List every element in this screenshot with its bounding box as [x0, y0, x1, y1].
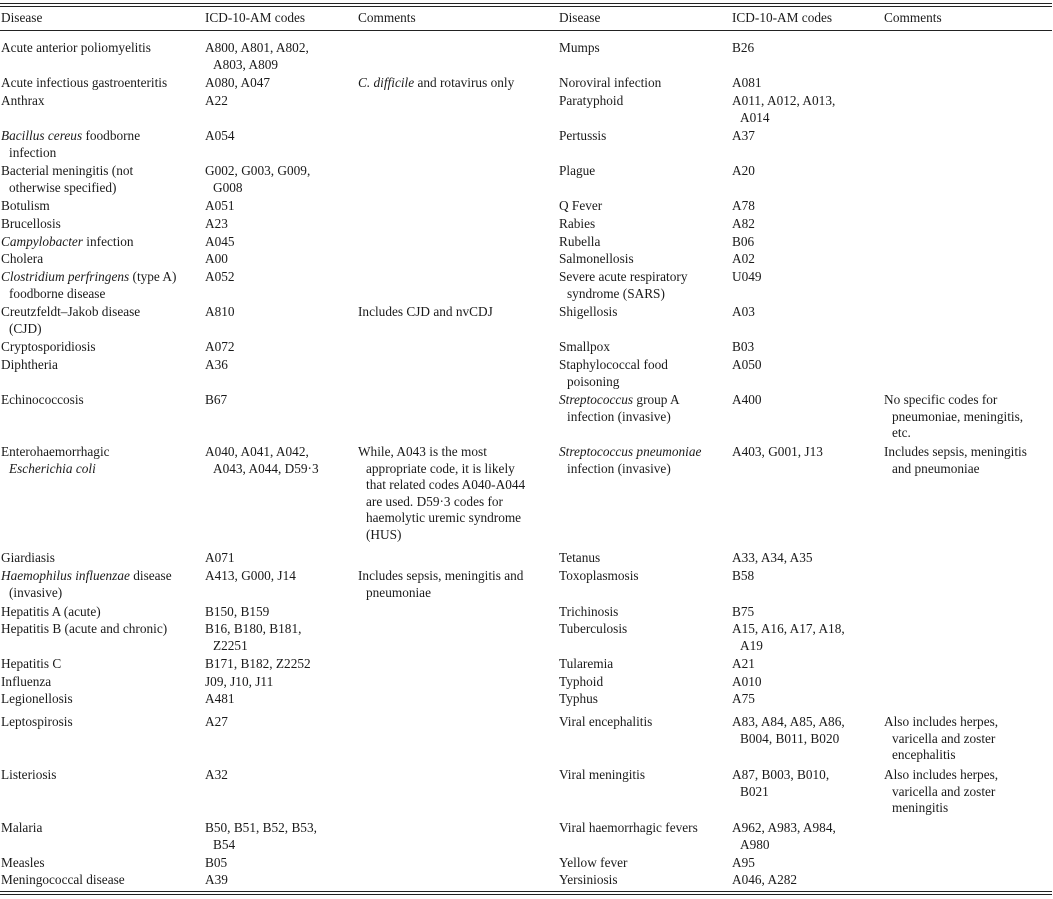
disease-cell-left: Campylobacter infection: [1, 234, 134, 249]
codes-cell-right: A33, A34, A35: [732, 550, 813, 565]
codes-cell-right: A400: [732, 392, 762, 407]
codes-cell-left: A040, A041, A042, A043, A044, D59·3: [205, 444, 319, 476]
comment-cell-right: No specific codes for pneumoniae, meningitis, etc.: [884, 392, 1024, 440]
disease-cell-right: Shigellosis: [559, 304, 618, 319]
codes-cell-left: A22: [205, 93, 228, 108]
disease-cell-right: Noroviral infection: [559, 75, 662, 90]
codes-cell-left: A39: [205, 872, 228, 887]
disease-cell-left: Hepatitis C: [1, 656, 62, 671]
header-disease-left: Disease: [1, 10, 43, 25]
disease-cell-left: Brucellosis: [1, 216, 61, 231]
codes-cell-left: B50, B51, B52, B53, B54: [205, 820, 317, 852]
codes-cell-right: A75: [732, 691, 755, 706]
disease-cell-left: Cryptosporidiosis: [1, 339, 96, 354]
codes-cell-right: B26: [732, 40, 755, 55]
disease-cell-left: Legionellosis: [1, 691, 73, 706]
disease-cell-left: Acute anterior poliomyelitis: [1, 40, 151, 55]
codes-cell-left: A051: [205, 198, 235, 213]
codes-cell-left: B171, B182, Z2252: [205, 656, 311, 671]
codes-cell-left: B150, B159: [205, 604, 270, 619]
disease-cell-left: Clostridium perfringens (type A) foodborne disease: [1, 269, 177, 301]
disease-cell-right: Tetanus: [559, 550, 601, 565]
codes-cell-left: A045: [205, 234, 235, 249]
header-comments-left: Comments: [358, 10, 416, 25]
codes-cell-left: B16, B180, B181, Z2251: [205, 621, 302, 653]
disease-cell-left: Acute infectious gastroenteritis: [1, 75, 168, 90]
disease-cell-left: Meningococcal disease: [1, 872, 125, 887]
codes-cell-left: J09, J10, J11: [205, 674, 274, 689]
codes-cell-right: B58: [732, 568, 755, 583]
codes-cell-left: A800, A801, A802, A803, A809: [205, 40, 309, 72]
disease-cell-right: Pertussis: [559, 128, 607, 143]
disease-cell-left: Haemophilus influenzae disease (invasive): [1, 568, 172, 600]
disease-cell-right: Typhoid: [559, 674, 604, 689]
disease-cell-left: Hepatitis A (acute): [1, 604, 101, 619]
disease-cell-right: Paratyphoid: [559, 93, 624, 108]
disease-cell-right: Tularemia: [559, 656, 614, 671]
codes-cell-right: B03: [732, 339, 755, 354]
disease-cell-left: Influenza: [1, 674, 52, 689]
codes-cell-right: A21: [732, 656, 755, 671]
codes-cell-right: A20: [732, 163, 755, 178]
top-rule-2: [0, 6, 1052, 7]
codes-cell-right: A010: [732, 674, 762, 689]
disease-cell-right: Streptococcus group A infection (invasive): [559, 392, 680, 424]
header-codes-right: ICD-10-AM codes: [732, 10, 833, 25]
codes-cell-left: A23: [205, 216, 228, 231]
codes-cell-left: A00: [205, 251, 228, 266]
codes-cell-left: G002, G003, G009, G008: [205, 163, 311, 195]
disease-cell-right: Yellow fever: [559, 855, 628, 870]
disease-cell-right: Salmonellosis: [559, 251, 634, 266]
codes-cell-right: A050: [732, 357, 762, 372]
disease-cell-left: Bacterial meningitis (not otherwise specified): [1, 163, 134, 195]
codes-cell-right: A02: [732, 251, 755, 266]
disease-cell-left: Botulism: [1, 198, 50, 213]
comment-cell-left: While, A043 is the most appropriate code, it is likely that related codes A040-A044 are used. D59·3 codes for haemolytic uremic syndrome (HUS): [358, 444, 526, 542]
codes-cell-left: A481: [205, 691, 235, 706]
disease-cell-right: Smallpox: [559, 339, 610, 354]
codes-cell-right: A011, A012, A013, A014: [732, 93, 836, 125]
comment-cell-left: Includes CJD and nvCDJ: [358, 304, 493, 319]
disease-cell-right: Viral haemorrhagic fevers: [559, 820, 698, 835]
codes-cell-left: B05: [205, 855, 228, 870]
header-comments-right: Comments: [884, 10, 942, 25]
disease-cell-left: Hepatitis B (acute and chronic): [1, 621, 168, 636]
codes-cell-left: A052: [205, 269, 235, 284]
disease-cell-right: Staphylococcal food poisoning: [559, 357, 668, 389]
header-rule: [0, 30, 1052, 31]
codes-cell-left: A27: [205, 714, 228, 729]
codes-cell-right: A081: [732, 75, 762, 90]
comment-cell-right: Includes sepsis, meningitis and pneumoniae: [884, 444, 1027, 476]
disease-cell-right: Q Fever: [559, 198, 603, 213]
disease-cell-right: Yersiniosis: [559, 872, 618, 887]
codes-cell-right: B06: [732, 234, 755, 249]
codes-cell-left: A32: [205, 767, 228, 782]
codes-cell-right: A95: [732, 855, 755, 870]
codes-cell-right: A962, A983, A984, A980: [732, 820, 836, 852]
codes-cell-right: A15, A16, A17, A18, A19: [732, 621, 845, 653]
disease-cell-right: Toxoplasmosis: [559, 568, 639, 583]
codes-cell-right: A37: [732, 128, 755, 143]
disease-cell-left: Echinococcosis: [1, 392, 84, 407]
disease-cell-right: Rubella: [559, 234, 601, 249]
codes-cell-left: A413, G000, J14: [205, 568, 296, 583]
codes-cell-right: A046, A282: [732, 872, 798, 887]
codes-cell-left: B67: [205, 392, 228, 407]
codes-cell-left: A080, A047: [205, 75, 271, 90]
disease-cell-left: Enterohaemorrhagic Escherichia coli: [1, 444, 110, 476]
codes-cell-left: A072: [205, 339, 235, 354]
codes-cell-right: A03: [732, 304, 755, 319]
disease-cell-left: Cholera: [1, 251, 44, 266]
codes-cell-right: A83, A84, A85, A86, B004, B011, B020: [732, 714, 845, 746]
disease-cell-left: Giardiasis: [1, 550, 55, 565]
codes-cell-right: A82: [732, 216, 755, 231]
disease-cell-left: Anthrax: [1, 93, 45, 108]
codes-cell-left: A36: [205, 357, 228, 372]
disease-cell-right: Streptococcus pneumoniae infection (invasive): [559, 444, 702, 476]
bottom-rule-2: [0, 894, 1052, 895]
disease-cell-left: Creutzfeldt–Jakob disease (CJD): [1, 304, 141, 336]
codes-cell-left: A071: [205, 550, 235, 565]
disease-cell-right: Viral encephalitis: [559, 714, 653, 729]
codes-cell-right: A403, G001, J13: [732, 444, 823, 459]
comment-cell-left: Includes sepsis, meningitis and pneumoniae: [358, 568, 524, 600]
codes-cell-right: A78: [732, 198, 755, 213]
disease-cell-right: Plague: [559, 163, 596, 178]
disease-cell-right: Tuberculosis: [559, 621, 628, 636]
header-disease-right: Disease: [559, 10, 601, 25]
codes-cell-right: U049: [732, 269, 762, 284]
disease-cell-right: Typhus: [559, 691, 598, 706]
comment-cell-left: C. difficile and rotavirus only: [358, 75, 515, 90]
comment-cell-right: Also includes herpes, varicella and zoster meningitis: [884, 767, 999, 815]
codes-cell-right: B75: [732, 604, 755, 619]
header-codes-left: ICD-10-AM codes: [205, 10, 306, 25]
top-rule-1: [0, 3, 1052, 4]
disease-cell-right: Rabies: [559, 216, 596, 231]
disease-cell-left: Measles: [1, 855, 45, 870]
comment-cell-right: Also includes herpes, varicella and zoster encephalitis: [884, 714, 999, 762]
disease-cell-left: Bacillus cereus foodborne infection: [1, 128, 141, 160]
codes-cell-left: A810: [205, 304, 235, 319]
disease-cell-left: Diphtheria: [1, 357, 58, 372]
disease-cell-right: Trichinosis: [559, 604, 619, 619]
bottom-rule-1: [0, 891, 1052, 892]
disease-cell-right: Severe acute respiratory syndrome (SARS): [559, 269, 688, 301]
disease-cell-left: Leptospirosis: [1, 714, 73, 729]
disease-cell-right: Viral meningitis: [559, 767, 645, 782]
codes-cell-left: A054: [205, 128, 235, 143]
disease-cell-left: Malaria: [1, 820, 43, 835]
codes-cell-right: A87, B003, B010, B021: [732, 767, 830, 799]
disease-cell-left: Listeriosis: [1, 767, 57, 782]
disease-cell-right: Mumps: [559, 40, 600, 55]
